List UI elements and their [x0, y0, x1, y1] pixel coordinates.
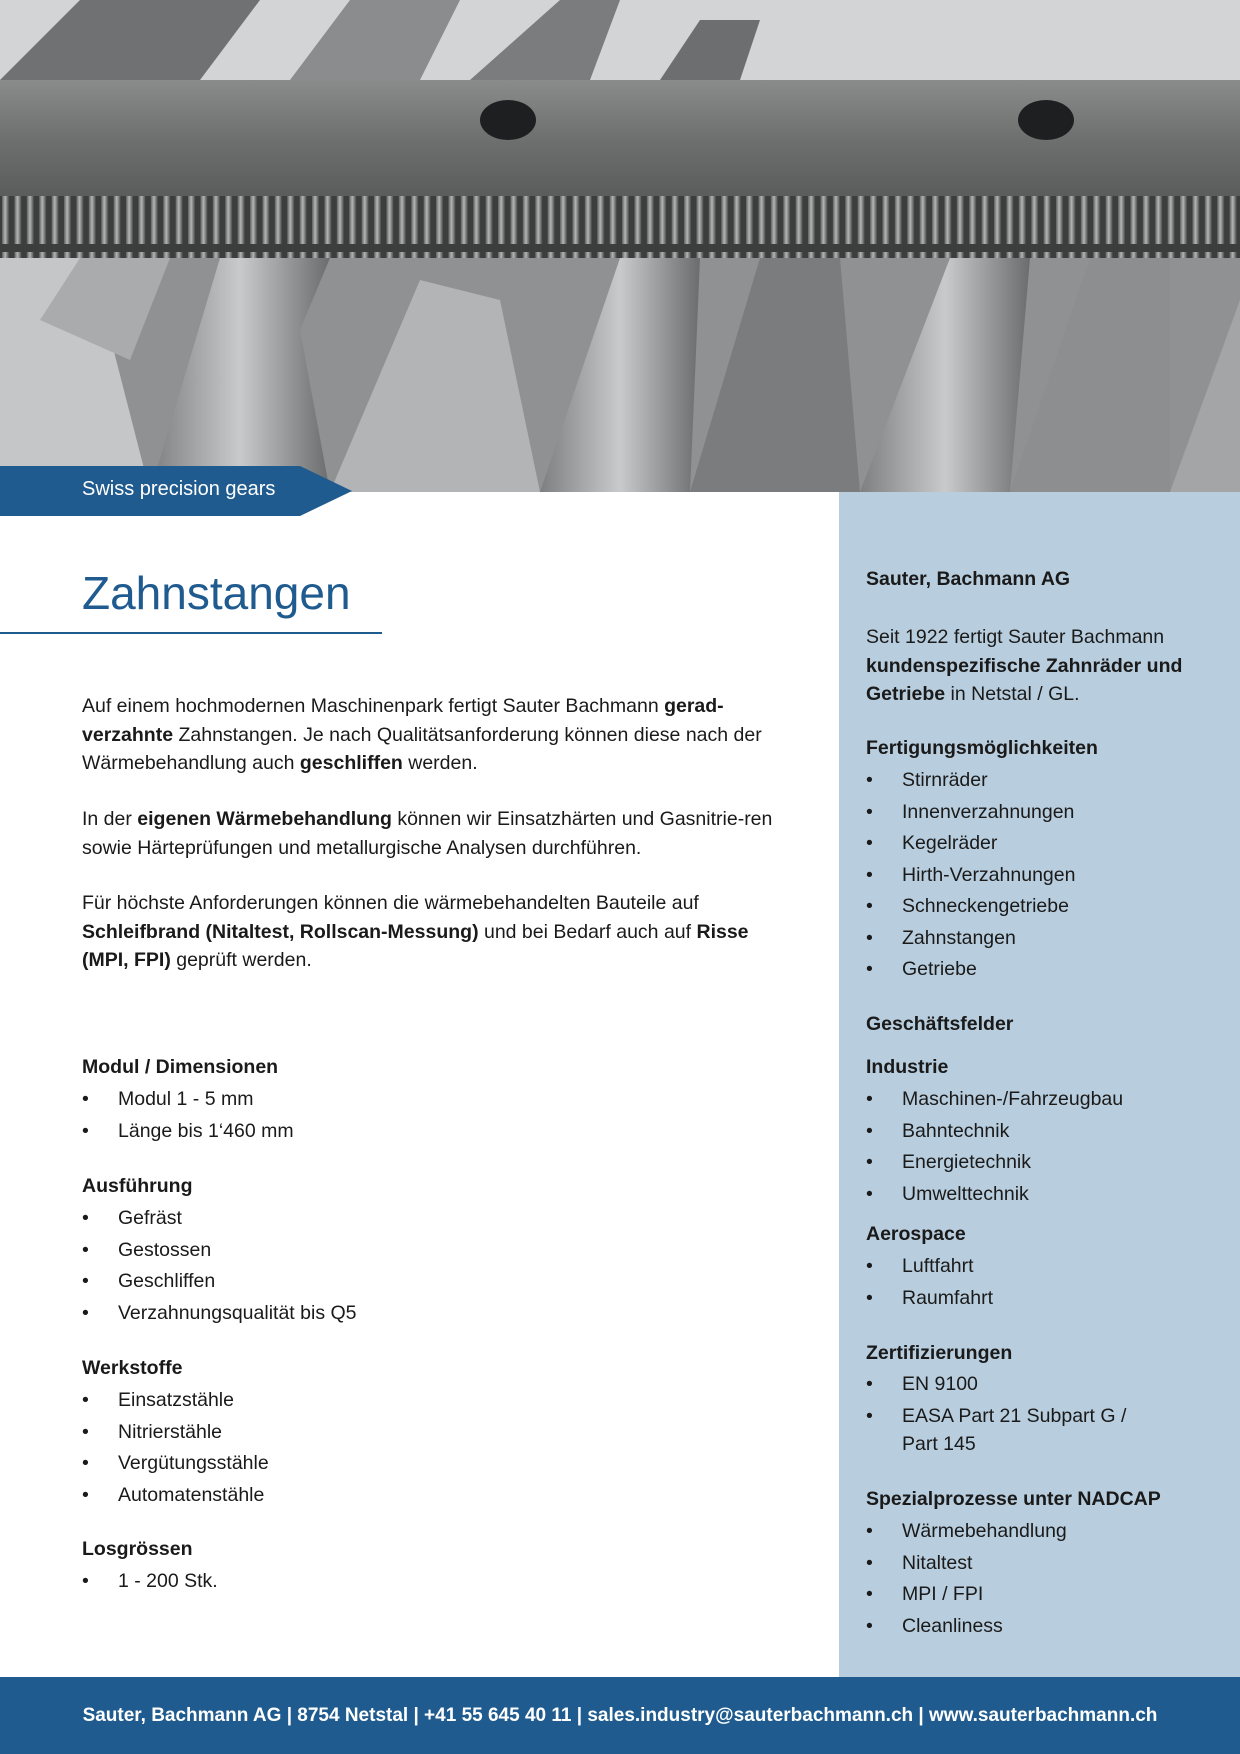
list-item: • MPI / FPI — [866, 1579, 1216, 1611]
list-item: • Energietechnik — [866, 1147, 1216, 1179]
ausfuehrung-list — [82, 1203, 357, 1329]
industrie-list — [866, 1084, 1216, 1210]
geschaeftsfelder-heading: Geschäftsfelder — [866, 1013, 1014, 1035]
list-item: • Bahntechnik — [866, 1116, 1216, 1148]
list-item: • Geschliffen — [82, 1266, 357, 1298]
list-item: • Zahnstangen — [866, 923, 1216, 955]
page-title: Zahnstangen — [82, 567, 351, 619]
company-intro: Seit 1922 fertigt Sauter Bachmann kundenspezifische Zahnräder und Getriebe in Netstal / GL. — [866, 626, 1183, 705]
list-item: • Stirnräder — [866, 765, 1216, 797]
list-item: • Innenverzahnungen — [866, 797, 1216, 829]
footer-contact: Sauter, Bachmann AG | 8754 Netstal | +41 55 645 40 11 | sales.industry@sauterbachmann.ch | www.sauterbachmann.ch — [0, 1677, 1240, 1754]
list-item: • Getriebe — [866, 954, 1216, 986]
gear-rack-photo — [0, 0, 1240, 492]
werkstoffe-heading: Werkstoffe — [82, 1357, 183, 1379]
list-item: • Einsatzstähle — [82, 1385, 269, 1417]
list-item: • Raumfahrt — [866, 1283, 1216, 1315]
nadcap-heading: Spezialprozesse unter NADCAP — [866, 1488, 1161, 1510]
zertifizierungen-heading: Zertifizierungen — [866, 1342, 1013, 1364]
modul-heading: Modul / Dimensionen — [82, 1056, 279, 1078]
fertigung-heading: Fertigungsmöglichkeiten — [866, 737, 1098, 759]
list-item: • Vergütungsstähle — [82, 1448, 269, 1480]
werkstoffe-list — [82, 1385, 269, 1511]
list-item: • EN 9100 — [866, 1370, 1166, 1399]
list-item: • Verzahnungsqualität bis Q5 — [82, 1298, 357, 1330]
aerospace-list — [866, 1251, 1216, 1314]
list-item: • Gefräst — [82, 1203, 357, 1235]
list-item: • Nitrierstähle — [82, 1417, 269, 1449]
list-item: • 1 - 200 Stk. — [82, 1566, 218, 1598]
ausfuehrung-heading: Ausführung — [82, 1175, 193, 1197]
testing-paragraph: Für höchste Anforderungen können die wärmebehandelten Bauteile auf Schleifbrand (Nitaltest, Rollscan-Messung) und bei Bedarf auch auf Risse (MPI, FPI) geprüft werden. — [82, 892, 749, 971]
list-item: • Länge bis 1‘460 mm — [82, 1116, 294, 1148]
list-item: • Umwelttechnik — [866, 1179, 1216, 1211]
list-item: • Maschinen-/Fahrzeugbau — [866, 1084, 1216, 1116]
list-item: • EASA Part 21 Subpart G / Part 145 — [866, 1402, 1166, 1459]
heat-treatment-paragraph: In der eigenen Wärmebehandlung können wir Einsatzhärten und Gasnitrie-ren sowie Härteprüfungen und metallurgische Analysen durchführen. — [82, 808, 773, 859]
list-item: • Schneckengetriebe — [866, 891, 1216, 923]
intro-paragraph: Auf einem hochmodernen Maschinenpark fertigt Sauter Bachmann gerad-verzahnte Zahnstangen. Je nach Qualitätsanforderung können diese nach der Wärmebehandlung auch geschliffen werden. — [82, 695, 762, 774]
zertifizierungen-list — [866, 1370, 1166, 1459]
modul-list — [82, 1084, 294, 1147]
losgroessen-heading: Losgrössen — [82, 1538, 193, 1560]
losgroessen-list — [82, 1566, 218, 1598]
title-underline — [0, 632, 382, 634]
aerospace-heading: Aerospace — [866, 1223, 966, 1245]
list-item: • Modul 1 - 5 mm — [82, 1084, 294, 1116]
industrie-heading: Industrie — [866, 1056, 949, 1078]
list-item: • Luftfahrt — [866, 1251, 1216, 1283]
fertigung-list — [866, 765, 1216, 986]
nadcap-list — [866, 1516, 1216, 1642]
hero-image — [0, 0, 1240, 492]
list-item: • Nitaltest — [866, 1548, 1216, 1580]
list-item: • Cleanliness — [866, 1611, 1216, 1643]
list-item: • Gestossen — [82, 1235, 357, 1267]
list-item: • Wärmebehandlung — [866, 1516, 1216, 1548]
company-name: Sauter, Bachmann AG — [866, 568, 1071, 590]
list-item: • Automatenstähle — [82, 1480, 269, 1512]
tagline: Swiss precision gears — [82, 478, 276, 500]
list-item: • Kegelräder — [866, 828, 1216, 860]
list-item: • Hirth-Verzahnungen — [866, 860, 1216, 892]
